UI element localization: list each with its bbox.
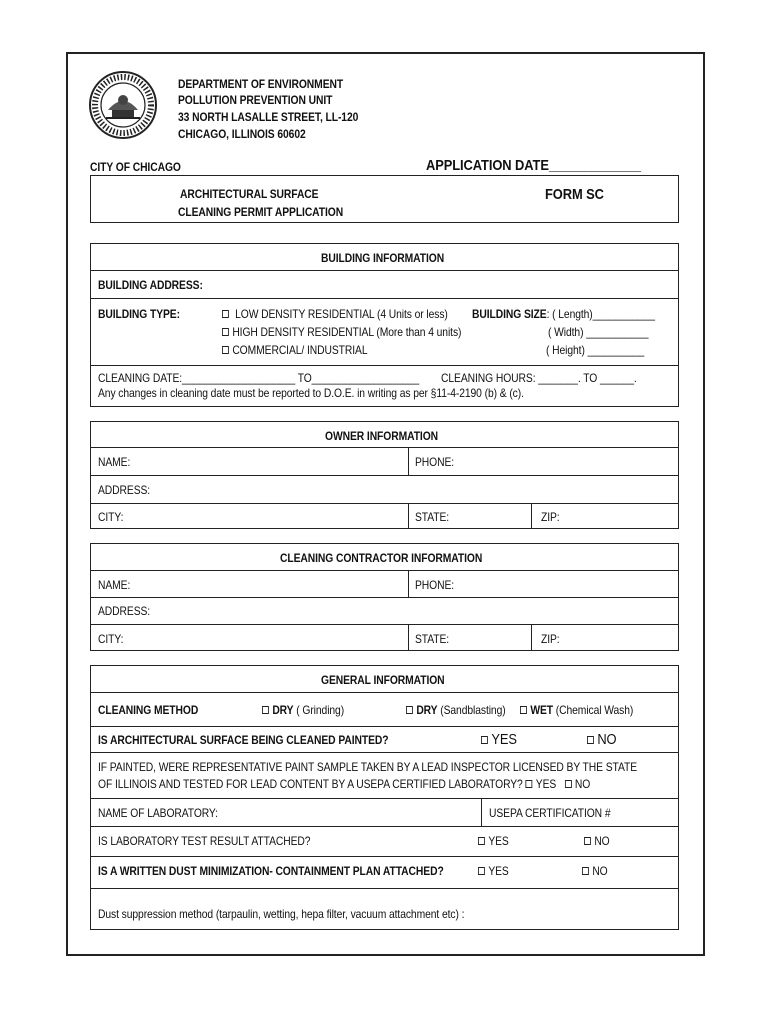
divider [90, 726, 679, 727]
dust-plan-question: IS A WRITTEN DUST MINIMIZATION- CONTAINMENT PLAN ATTACHED? [98, 864, 444, 878]
divider [90, 888, 679, 889]
divider [408, 447, 409, 475]
divider [90, 503, 679, 504]
lab-result-yes-option[interactable]: YES [478, 834, 509, 848]
owner-phone-field[interactable]: PHONE: [415, 455, 455, 469]
lead-yes-checkbox[interactable] [525, 780, 532, 788]
checkbox-icon[interactable] [262, 706, 269, 714]
building-size-length[interactable]: BUILDING SIZE: ( Length)___________ [472, 307, 655, 321]
form-title-line2: CLEANING PERMIT APPLICATION [178, 205, 344, 219]
department-name: DEPARTMENT OF ENVIRONMENT [178, 77, 344, 91]
lead-question-line2: OF ILLINOIS AND TESTED FOR LEAD CONTENT BY A USEPA CERTIFIED LABORATORY? YES NO [98, 777, 591, 791]
painted-question: IS ARCHITECTURAL SURFACE BEING CLEANED PAINTED? [98, 733, 389, 747]
building-heading: BUILDING INFORMATION [321, 251, 445, 265]
divider [90, 798, 679, 799]
street-address: 33 NORTH LASALLE STREET, LL-120 [178, 110, 359, 124]
owner-name-field[interactable]: NAME: [98, 455, 131, 469]
checkbox-icon[interactable] [582, 867, 589, 875]
checkbox-icon[interactable] [478, 867, 485, 875]
checkbox-icon[interactable] [587, 736, 594, 744]
divider [90, 826, 679, 827]
cleaning-method-label: CLEANING METHOD [98, 703, 199, 717]
owner-zip-field[interactable]: ZIP: [541, 510, 560, 524]
city-label: CITY OF CHICAGO [90, 160, 181, 174]
divider [90, 597, 679, 598]
owner-city-field[interactable]: CITY: [98, 510, 124, 524]
lead-no-checkbox[interactable] [565, 780, 572, 788]
divider [90, 752, 679, 753]
method-wet-option[interactable]: WET (Chemical Wash) [520, 703, 633, 717]
cleaning-hours-field[interactable]: CLEANING HOURS: _______. TO ______. [441, 371, 637, 385]
dust-plan-no-option[interactable]: NO [582, 864, 608, 878]
contractor-state-field[interactable]: STATE: [415, 632, 450, 646]
building-size-width[interactable]: ( Width) ___________ [548, 325, 649, 339]
cleaning-dates-field[interactable]: CLEANING DATE:____________________ TO___________________ [98, 371, 420, 385]
checkbox-icon[interactable] [406, 706, 413, 714]
divider [90, 365, 679, 366]
type-low-density-option[interactable]: LOW DENSITY RESIDENTIAL (4 Units or less) [222, 307, 448, 321]
checkbox-icon[interactable] [222, 328, 229, 336]
checkbox-icon[interactable] [481, 736, 488, 744]
city-seal-icon [88, 70, 158, 140]
city-state-zip: CHICAGO, ILLINOIS 60602 [178, 127, 306, 141]
dust-suppression-method-field[interactable]: Dust suppression method (tarpaulin, wetting, hepa filter, vacuum attachment etc) : [98, 907, 465, 921]
divider [90, 475, 679, 476]
building-size-height[interactable]: ( Height) __________ [546, 343, 645, 357]
laboratory-name-field[interactable]: NAME OF LABORATORY: [98, 806, 218, 820]
checkbox-icon[interactable] [584, 837, 591, 845]
painted-yes-option[interactable]: YES [481, 731, 517, 748]
lab-result-no-option[interactable]: NO [584, 834, 610, 848]
divider [408, 624, 409, 651]
type-commercial-option[interactable]: COMMERCIAL/ INDUSTRIAL [222, 343, 367, 357]
checkbox-icon[interactable] [520, 706, 527, 714]
owner-heading: OWNER INFORMATION [325, 429, 439, 443]
owner-state-field[interactable]: STATE: [415, 510, 450, 524]
owner-address-field[interactable]: ADDRESS: [98, 483, 151, 497]
contractor-heading: CLEANING CONTRACTOR INFORMATION [280, 551, 483, 565]
divider [90, 692, 679, 693]
divider [90, 270, 679, 271]
divider [408, 503, 409, 529]
divider [90, 447, 679, 448]
usepa-certification-field[interactable]: USEPA CERTIFICATION # [489, 806, 611, 820]
method-dry-sandblasting-option[interactable]: DRY (Sandblasting) [406, 703, 506, 717]
method-dry-grinding-option[interactable]: DRY ( Grinding) [262, 703, 344, 717]
divider [90, 624, 679, 625]
application-date-field[interactable]: APPLICATION DATE_____________ [426, 157, 641, 174]
checkbox-icon[interactable] [478, 837, 485, 845]
building-type-label: BUILDING TYPE: [98, 307, 180, 321]
contractor-address-field[interactable]: ADDRESS: [98, 604, 151, 618]
type-high-density-option[interactable]: HIGH DENSITY RESIDENTIAL (More than 4 units) [222, 325, 461, 339]
divider [408, 570, 409, 597]
contractor-zip-field[interactable]: ZIP: [541, 632, 560, 646]
divider [531, 624, 532, 651]
contractor-city-field[interactable]: CITY: [98, 632, 124, 646]
painted-no-option[interactable]: NO [587, 731, 617, 748]
divider [481, 798, 482, 826]
divider [531, 503, 532, 529]
contractor-phone-field[interactable]: PHONE: [415, 578, 455, 592]
general-heading: GENERAL INFORMATION [321, 673, 445, 687]
form-title-line1: ARCHITECTURAL SURFACE [180, 187, 319, 201]
checkbox-icon[interactable] [222, 310, 229, 318]
unit-name: POLLUTION PREVENTION UNIT [178, 93, 333, 107]
contractor-name-field[interactable]: NAME: [98, 578, 131, 592]
divider [90, 570, 679, 571]
lab-result-question: IS LABORATORY TEST RESULT ATTACHED? [98, 834, 311, 848]
divider [90, 856, 679, 857]
building-address-label: BUILDING ADDRESS: [98, 278, 203, 292]
cleaning-date-note: Any changes in cleaning date must be reported to D.O.E. in writing as per §11-4-2190 (b) & (c). [98, 386, 524, 400]
lead-question-line1: IF PAINTED, WERE REPRESENTATIVE PAINT SAMPLE TAKEN BY A LEAD INSPECTOR LICENSED BY THE STATE [98, 760, 638, 774]
dust-plan-yes-option[interactable]: YES [478, 864, 509, 878]
form-id: FORM SC [545, 186, 604, 203]
divider [90, 298, 679, 299]
checkbox-icon[interactable] [222, 346, 229, 354]
